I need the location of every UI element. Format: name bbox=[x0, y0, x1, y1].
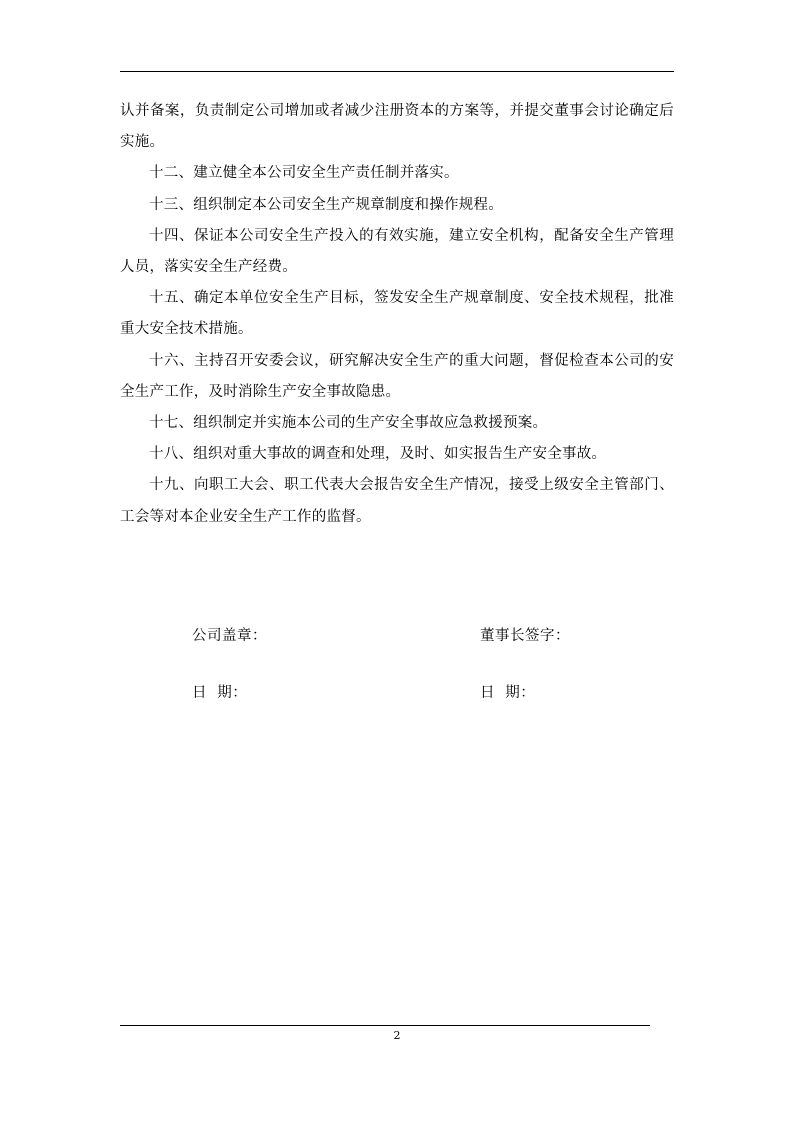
company-seal-label: 公司盖章： bbox=[192, 628, 267, 644]
date-label-left: 日 期： bbox=[192, 685, 248, 701]
header-rule bbox=[120, 71, 674, 72]
page-number: 2 bbox=[393, 1029, 401, 1042]
chairman-signature-label: 董事长签字： bbox=[480, 628, 570, 644]
paragraph-item-16: 十六、主持召开安委会议，研究解决安全生产的重大问题，督促检查本公司的安全生产工作，及时消除生产安全事故隐患。 bbox=[120, 352, 674, 400]
paragraph-item-17: 十七、组织制定并实施本公司的生产安全事故应急救援预案。 bbox=[149, 415, 548, 432]
paragraph-continuation: 认并备案，负责制定公司增加或者减少注册资本的方案等，并提交董事会讨论确定后实施。 bbox=[120, 103, 674, 151]
paragraph-item-12: 十二、建立健全本公司安全生产责任制并落实。 bbox=[149, 165, 459, 182]
paragraph-item-19: 十九、向职工大会、职工代表大会报告安全生产情况，接受上级安全主管部门、工会等对本企业安全生产工作的监督。 bbox=[120, 477, 674, 525]
document-body bbox=[120, 96, 674, 533]
paragraph-item-18: 十八、组织对重大事故的调查和处理，及时、如实报告生产安全事故。 bbox=[149, 446, 607, 463]
footer-rule bbox=[120, 1025, 650, 1026]
paragraph-item-13: 十三、组织制定本公司安全生产规章制度和操作规程。 bbox=[149, 196, 503, 213]
paragraph-item-15: 十五、确定本单位安全生产目标，签发安全生产规章制度、安全技术规程，批准重大安全技术措施。 bbox=[120, 290, 674, 338]
date-label-right: 日 期： bbox=[480, 685, 536, 701]
paragraph-item-14: 十四、保证本公司安全生产投入的有效实施，建立安全机构，配备安全生产管理人员，落实安全生产经费。 bbox=[120, 227, 674, 276]
